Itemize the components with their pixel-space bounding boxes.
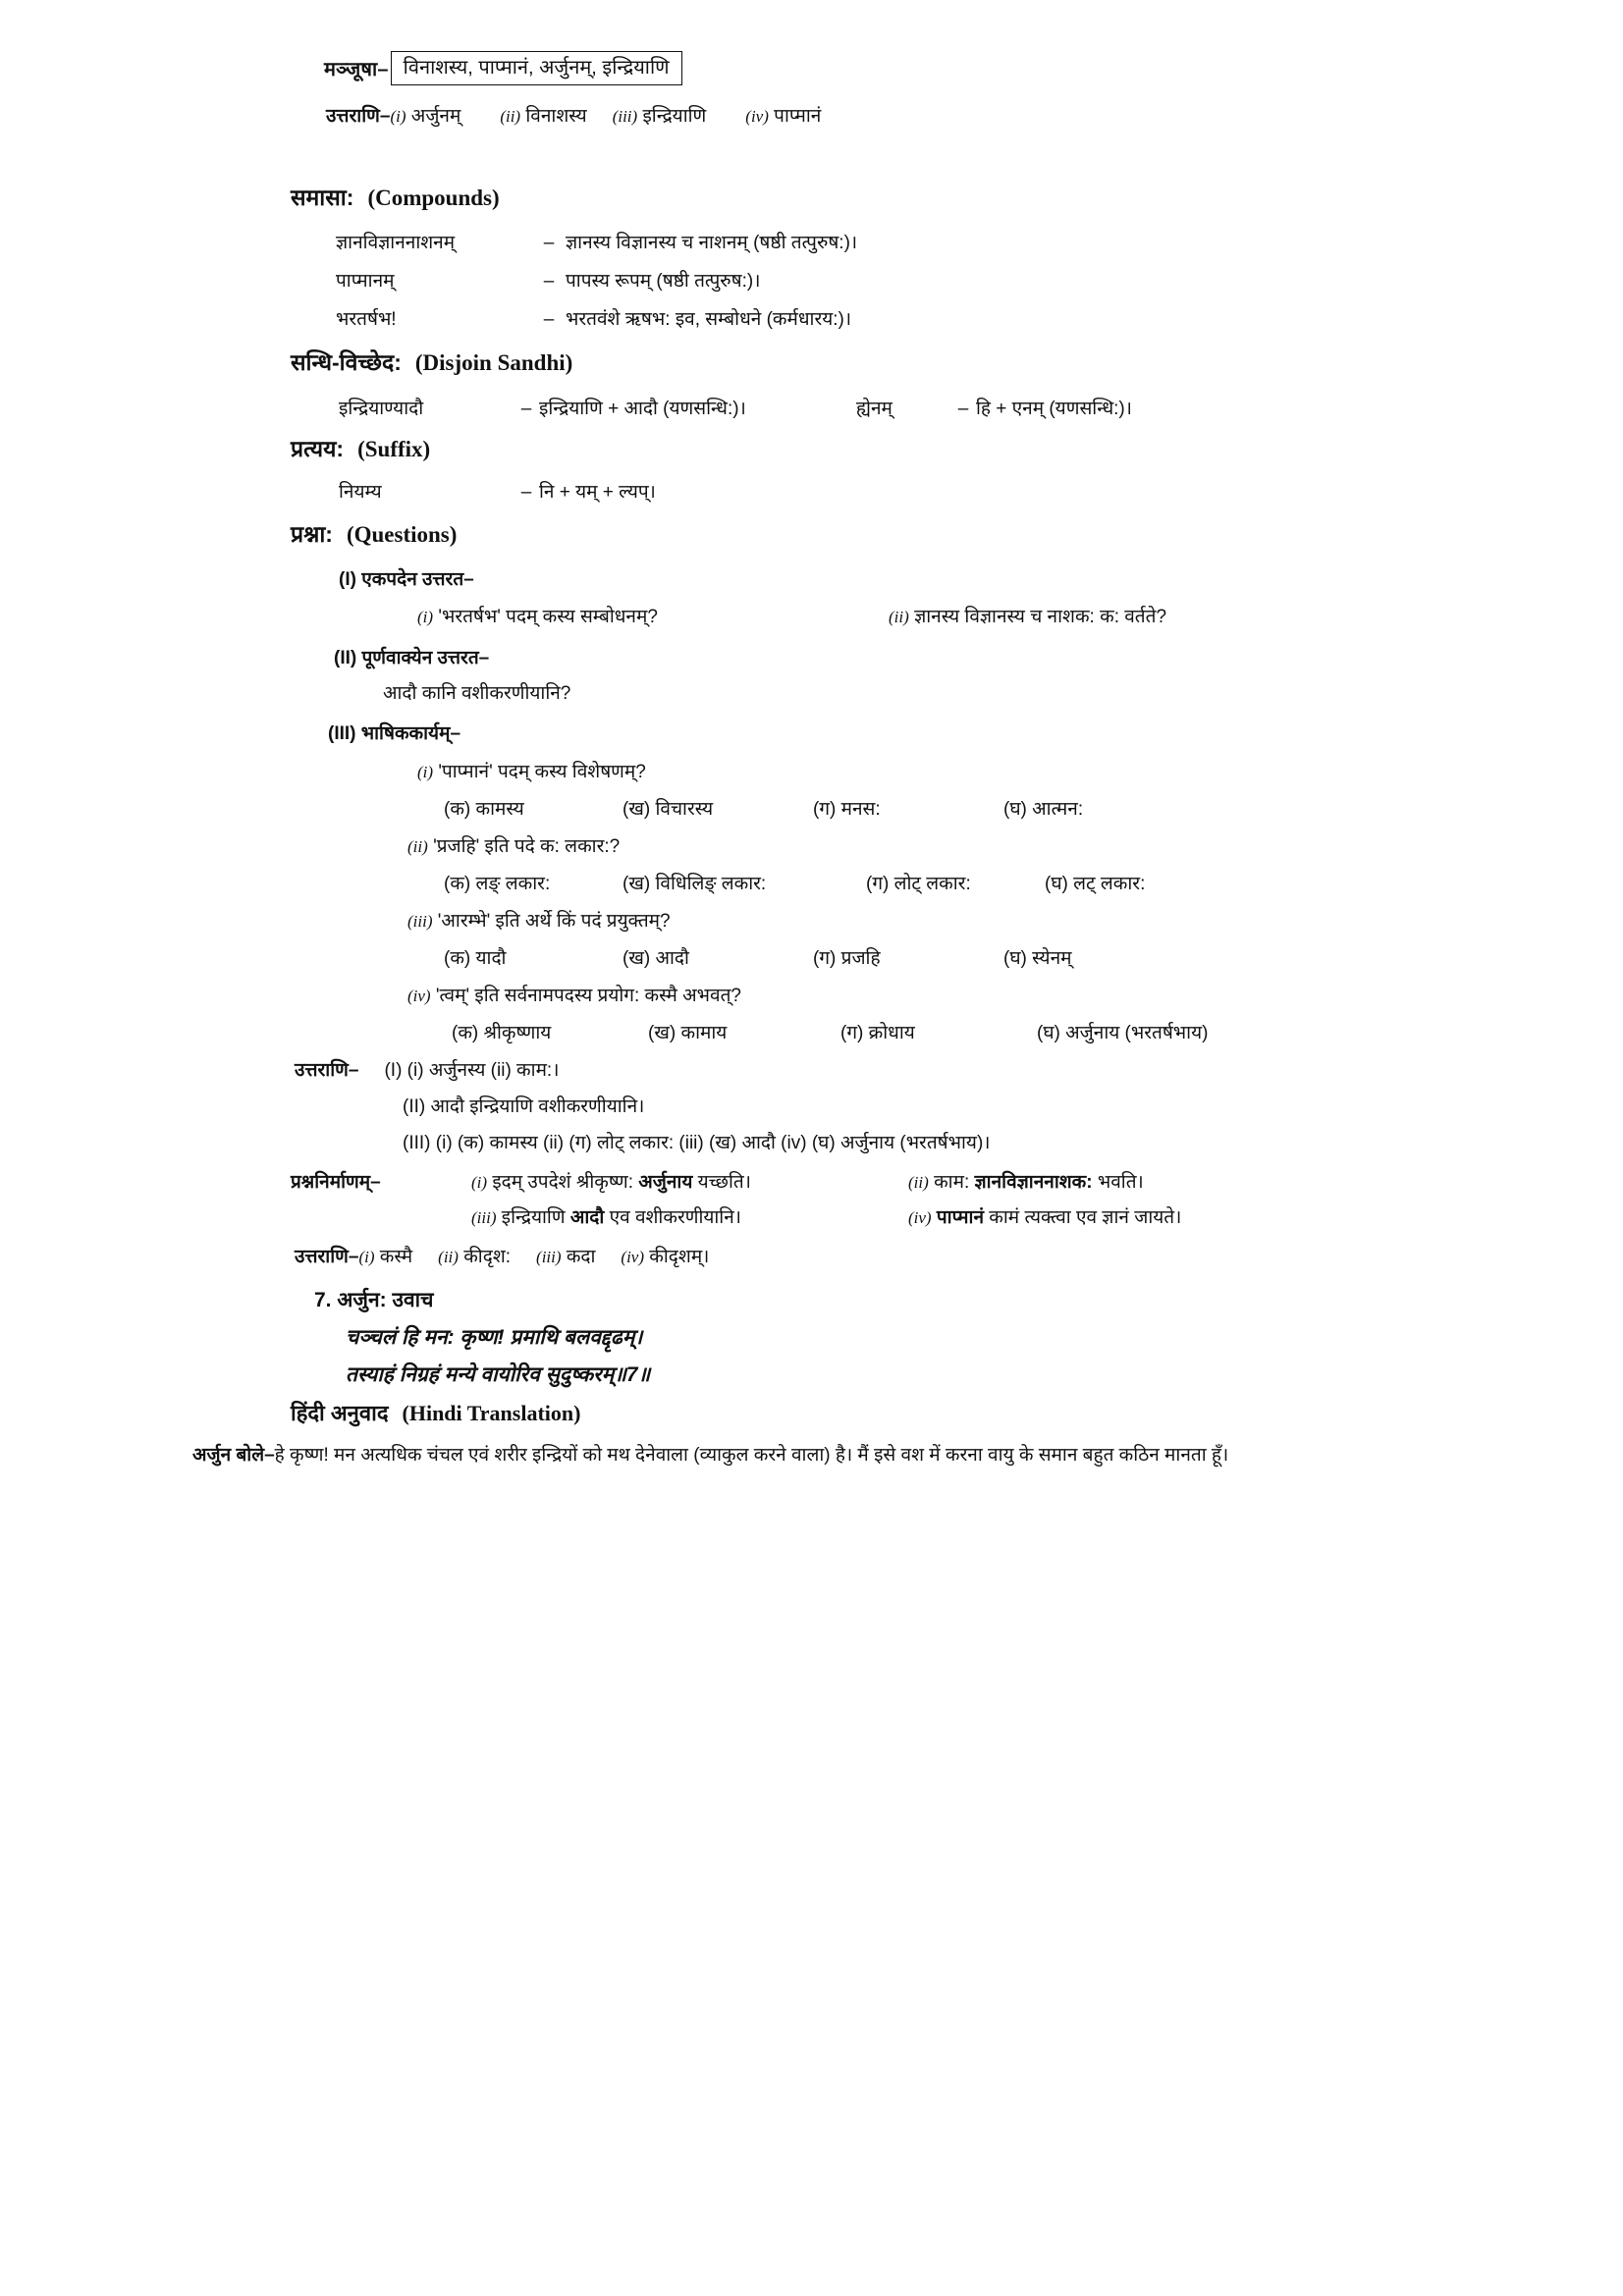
answers-top-row bbox=[326, 102, 821, 128]
manjusha-label: मञ्जूषा– bbox=[324, 59, 389, 80]
compounds-heading-eng: (Compounds) bbox=[367, 186, 500, 210]
questions-heading-dev: प्रश्ना: bbox=[291, 521, 333, 547]
option-3-ii-a[interactable]: (क) लङ् लकार: bbox=[444, 874, 551, 894]
pn-answer-text-2: कीदृश: bbox=[463, 1247, 512, 1267]
pn-post-2: भवति। bbox=[1092, 1172, 1144, 1193]
compound-dash-1: – bbox=[543, 233, 555, 253]
prashna-nirmanam-label-row bbox=[291, 1168, 381, 1194]
option-3-i-a[interactable]: (क) कामस्य bbox=[444, 799, 524, 820]
question-part-3-label: (III) भाषिककार्यम्– bbox=[328, 723, 461, 744]
compound-term-1: ज्ञानविज्ञाननाशनम् bbox=[336, 233, 456, 253]
option-3-iii-a[interactable]: (क) यादौ bbox=[444, 948, 507, 969]
options-row-3-i bbox=[444, 795, 1083, 821]
answers-top-text-1: अर्जुनम् bbox=[410, 106, 461, 127]
question-3-iv-num: (iv) bbox=[407, 987, 431, 1005]
suffix-dash-1: – bbox=[520, 482, 532, 503]
manjusha-box: विनाशस्य, पाप्मानं, अर्जुनम्, इन्द्रियाणि bbox=[391, 51, 682, 85]
sandhi-row-1 bbox=[339, 395, 746, 420]
pn-answers-label: उत्तराणि– bbox=[295, 1247, 359, 1267]
verse-line-2: तस्याहं निग्रहं मन्ये वायोरिव सुदुष्करम्॥7॥ bbox=[346, 1363, 651, 1386]
verse-number: 7. bbox=[314, 1289, 332, 1311]
pn-highlight-2: ज्ञानविज्ञाननाशक: bbox=[974, 1172, 1093, 1193]
answers-top-num-1: (i) bbox=[390, 107, 406, 126]
compound-dash-2: – bbox=[543, 271, 555, 292]
compound-row-3 bbox=[336, 305, 851, 331]
hindi-heading-dev: हिंदी अनुवाद bbox=[291, 1401, 389, 1425]
pn-answer-num-4: (iv) bbox=[621, 1248, 645, 1266]
answers-top-num-3: (iii) bbox=[612, 107, 638, 126]
suffix-term-1: नियम्य bbox=[339, 482, 382, 503]
question-part-2-label: (II) पूर्णवाक्येन उत्तरत– bbox=[334, 648, 490, 668]
answers-questions-text-1: (I) (i) अर्जुनस्य (ii) काम:। bbox=[384, 1060, 560, 1081]
sandhi-term-2: ह्येनम् bbox=[856, 399, 893, 419]
hindi-translation-paragraph bbox=[192, 1439, 1425, 1471]
option-3-i-d[interactable]: (घ) आत्मन: bbox=[1003, 799, 1084, 820]
prashna-nirmanam-item-2 bbox=[908, 1168, 1144, 1194]
answers-top-text-3: इन्द्रियाणि bbox=[642, 106, 707, 127]
pn-answer-num-3: (iii) bbox=[536, 1248, 562, 1266]
question-3-iii bbox=[407, 907, 671, 933]
question-3-ii bbox=[407, 832, 620, 858]
section-heading-suffix bbox=[291, 432, 430, 463]
pn-answer-text-3: कदा bbox=[566, 1247, 596, 1267]
sandhi-expl-2: हि + एनम् (यणसन्धि:)। bbox=[976, 399, 1132, 419]
suffix-row-1 bbox=[339, 478, 656, 504]
option-3-i-b[interactable]: (ख) विचारस्य bbox=[622, 799, 714, 820]
answers-top-label: उत्तराणि– bbox=[326, 106, 391, 127]
question-3-i-num: (i) bbox=[417, 763, 434, 781]
compounds-heading-dev: समासा: bbox=[291, 185, 354, 210]
section-heading-sandhi bbox=[291, 346, 572, 377]
compound-expl-2: पापस्य रूपम् (षष्ठी तत्पुरुष:)। bbox=[566, 271, 761, 292]
options-row-3-iv bbox=[452, 1019, 1208, 1044]
pn-pre-1: इदम् उपदेशं श्रीकृष्ण: bbox=[492, 1172, 639, 1193]
answers-questions-line-2: (II) आदौ इन्द्रियाणि वशीकरणीयानि। bbox=[403, 1096, 645, 1117]
question-1-ii-text: ज्ञानस्य विज्ञानस्य च नाशक: क: वर्तते? bbox=[914, 607, 1167, 627]
options-row-3-iii bbox=[444, 944, 1071, 970]
pn-post-3: एव वशीकरणीयानि। bbox=[604, 1207, 741, 1228]
questions-heading-eng: (Questions) bbox=[346, 522, 458, 547]
question-1-i bbox=[417, 603, 658, 628]
pn-answer-num-1: (i) bbox=[358, 1248, 375, 1266]
pn-pre-3: इन्द्रियाणि bbox=[501, 1207, 570, 1228]
answers-questions-line-3: (III) (i) (क) कामस्य (ii) (ग) लोट् लकार: (iii) (ख) आदौ (iv) (घ) अर्जुनाय (भरतर्षभाय)। bbox=[403, 1133, 991, 1153]
question-3-i-text: 'पाप्मानं' पदम् कस्य विशेषणम्? bbox=[438, 762, 646, 782]
pn-num-2: (ii) bbox=[908, 1173, 929, 1192]
hindi-lead: अर्जुन बोले– bbox=[192, 1445, 275, 1466]
answers-top-text-4: पाप्मानं bbox=[774, 106, 822, 127]
question-3-iii-num: (iii) bbox=[407, 912, 433, 931]
sandhi-dash-2: – bbox=[957, 399, 969, 419]
verse-speaker: अर्जुन: उवाच bbox=[337, 1289, 434, 1311]
prashna-nirmanam-answers bbox=[295, 1243, 709, 1268]
suffix-expl-1: नि + यम् + ल्यप्। bbox=[539, 482, 656, 503]
option-3-i-c[interactable]: (ग) मनस: bbox=[813, 799, 881, 820]
pn-pre-2: काम: bbox=[934, 1172, 975, 1193]
option-3-iv-a[interactable]: (क) श्रीकृष्णाय bbox=[452, 1023, 552, 1043]
question-3-ii-num: (ii) bbox=[407, 837, 428, 856]
suffix-heading-eng: (Suffix) bbox=[357, 437, 431, 461]
sandhi-dash-1: – bbox=[520, 399, 532, 419]
sandhi-term-1: इन्द्रियाण्यादौ bbox=[339, 399, 424, 419]
section-heading-questions bbox=[291, 517, 457, 549]
question-3-iii-text: 'आरम्भे' इति अर्थे किं पदं प्रयुक्तम्? bbox=[437, 911, 671, 932]
pn-post-4: कामं त्यक्त्वा एव ज्ञानं जायते। bbox=[984, 1207, 1182, 1228]
pn-num-3: (iii) bbox=[471, 1208, 497, 1227]
option-3-iii-b[interactable]: (ख) आदौ bbox=[622, 948, 689, 969]
section-heading-compounds bbox=[291, 181, 500, 212]
prashna-nirmanam-item-3 bbox=[471, 1203, 741, 1229]
sandhi-heading-dev: सन्धि-विच्छेद: bbox=[291, 349, 402, 375]
compound-row-2 bbox=[336, 267, 760, 293]
pn-highlight-3: आदौ bbox=[569, 1207, 605, 1228]
prashna-nirmanam-item-1 bbox=[471, 1168, 751, 1194]
pn-num-1: (i) bbox=[471, 1173, 488, 1192]
prashna-nirmanam-item-4 bbox=[908, 1203, 1181, 1229]
suffix-heading-dev: प्रत्यय: bbox=[291, 436, 345, 461]
pn-post-1: यच्छति। bbox=[692, 1172, 751, 1193]
question-3-ii-text: 'प्रजहि' इति पदे क: लकार:? bbox=[433, 836, 621, 857]
option-3-iv-d[interactable]: (घ) अर्जुनाय (भरतर्षभाय) bbox=[1037, 1023, 1209, 1043]
option-3-ii-c[interactable]: (ग) लोट् लकार: bbox=[866, 874, 971, 894]
option-3-iii-c[interactable]: (ग) प्रजहि bbox=[813, 948, 881, 969]
option-3-ii-b[interactable]: (ख) विधिलिङ् लकार: bbox=[622, 874, 767, 894]
options-row-3-ii bbox=[444, 870, 1145, 895]
question-1-ii-num: (ii) bbox=[889, 608, 909, 626]
manjusha-row bbox=[324, 51, 682, 85]
hindi-heading-eng: (Hindi Translation) bbox=[402, 1401, 581, 1425]
answers-questions-label: उत्तराणि– bbox=[295, 1060, 359, 1081]
question-1-i-num: (i) bbox=[417, 608, 434, 626]
pn-highlight-1: अर्जुनाय bbox=[638, 1172, 693, 1193]
pn-highlight-4: पाप्मानं bbox=[936, 1207, 985, 1228]
question-1-ii bbox=[889, 603, 1166, 628]
answers-top-text-2: विनाशस्य bbox=[525, 106, 587, 127]
question-3-iv bbox=[407, 982, 741, 1007]
option-3-ii-d[interactable]: (घ) लट् लकार: bbox=[1045, 874, 1146, 894]
prashna-nirmanam-label: प्रश्ननिर्माणम्– bbox=[291, 1172, 381, 1193]
hindi-body: हे कृष्ण! मन अत्यधिक चंचल एवं शरीर इन्द्रियों को मथ देनेवाला (व्याकुल करने वाला) है। मैं इसे वश में करना वायु के समान बहुत कठिन मानता हूँ। bbox=[274, 1445, 1229, 1466]
pn-answer-num-2: (ii) bbox=[438, 1248, 459, 1266]
pn-num-4: (iv) bbox=[908, 1208, 932, 1227]
sandhi-row-2 bbox=[856, 395, 1132, 420]
answers-top-num-4: (iv) bbox=[745, 107, 769, 126]
pn-answer-text-1: कस्मै bbox=[379, 1247, 413, 1267]
compound-term-3: भरतर्षभ! bbox=[336, 309, 397, 330]
hindi-translation-heading bbox=[291, 1398, 580, 1427]
verse-speaker-row bbox=[314, 1286, 433, 1313]
sandhi-heading-eng: (Disjoin Sandhi) bbox=[414, 350, 573, 375]
option-3-iv-b[interactable]: (ख) कामाय bbox=[648, 1023, 728, 1043]
verse-line-1: चञ्चलं हि मन: कृष्ण! प्रमाथि बलवद्दृढम्। bbox=[346, 1326, 643, 1349]
compound-term-2: पाप्मानम् bbox=[336, 271, 395, 292]
option-3-iii-d[interactable]: (घ) स्येनम् bbox=[1003, 948, 1072, 969]
question-3-iv-text: 'त्वम्' इति सर्वनामपदस्य प्रयोग: कस्मै अभवत्? bbox=[435, 986, 742, 1006]
compound-expl-1: ज्ञानस्य विज्ञानस्य च नाशनम् (षष्ठी तत्पुरुष:)। bbox=[566, 233, 858, 253]
answers-top-num-2: (ii) bbox=[500, 107, 521, 126]
question-2-text: आदौ कानि वशीकरणीयानि? bbox=[383, 683, 571, 704]
pn-answer-text-4: कीदृशम्। bbox=[649, 1247, 710, 1267]
answers-questions-line-1 bbox=[295, 1056, 559, 1082]
sandhi-expl-1: इन्द्रियाणि + आदौ (यणसन्धि:)। bbox=[539, 399, 746, 419]
compound-dash-3: – bbox=[543, 309, 555, 330]
question-3-i bbox=[417, 758, 646, 783]
question-part-1-label: (I) एकपदेन उत्तरत– bbox=[339, 569, 474, 590]
compound-row-1 bbox=[336, 229, 857, 254]
option-3-iv-c[interactable]: (ग) क्रोधाय bbox=[840, 1023, 915, 1043]
compound-expl-3: भरतवंशे ऋषभ: इव, सम्बोधने (कर्मधारय:)। bbox=[566, 309, 852, 330]
question-1-i-text: 'भरतर्षभ' पदम् कस्य सम्बोधनम्? bbox=[438, 607, 658, 627]
